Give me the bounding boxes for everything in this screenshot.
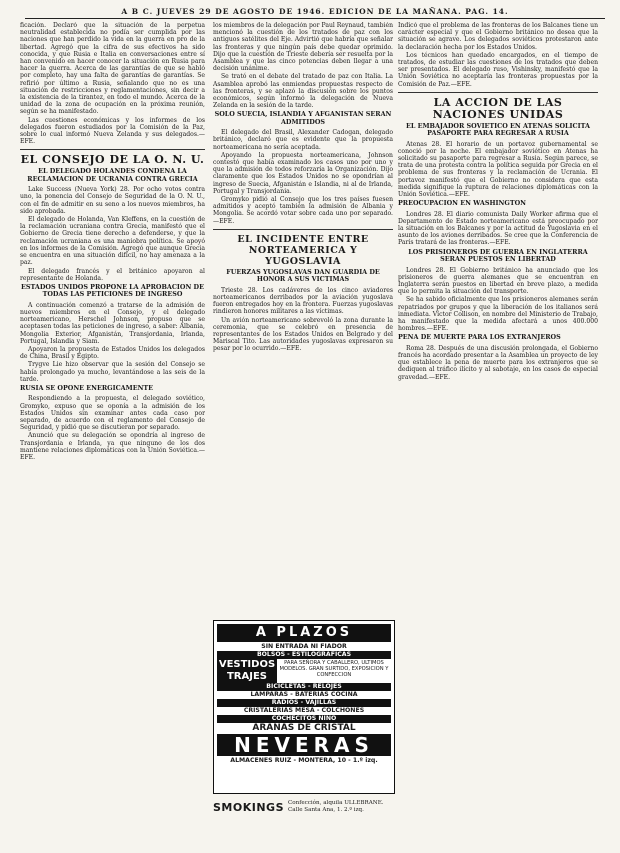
headline-incidente: EL INCIDENTE ENTRE NORTEAMERICA Y YUGOSLAVIA <box>237 233 369 267</box>
article-paragraph: Roma 28. Después de una discusión prolongada, el Gobierno francés ha acordado presentar a la Asamblea un proyecto de ley que establece la pena de muerte para los extranjeros que se dediquen al tráfico ilícito y al sabotaje, en los casos de especial gravedad.—EFE. <box>398 344 598 381</box>
article-paragraph: Londres 28. El Gobierno británico ha anunciado que los prisioneros de guerra alemanes que se encuentran en Inglaterra serán puestos en libertad en breve plazo, a medida que lo permita la situación del transporte. <box>398 266 598 296</box>
smokings-brand: SMOKINGS <box>213 800 284 814</box>
article-paragraph: Un avión norteamericano sobrevoló la zona durante la ceremonia, que se celebró en presencia de representantes de los Estados Unidos en Belgrado y del Mariscal Tito. Las autoridades yugoslavas expresaron su pesar por lo ocurrido.—EFE. <box>213 316 393 353</box>
article-paragraph: Trieste 28. Los cadáveres de los cinco aviadores norteamericanos derribados por la aviación yugoslava fueron entregados hoy en la frontera. Fuerzas yugoslavas rindieron honores militares a las víctimas. <box>213 286 393 316</box>
article-paragraph: Anunció que su delegación se opondría al ingreso de Transjordania e Irlanda, ya que ninguno de los dos mantiene relaciones diplomáticas con la Unión Soviética.—EFE. <box>20 432 205 461</box>
advertisement-a-plazos <box>213 620 395 794</box>
subheadline-pena-muerte: PENA DE MUERTE PARA LOS EXTRANJEROS <box>398 333 561 342</box>
article-paragraph: Se trató en el debate del tratado de paz con Italia. La Asamblea aprobó las enmiendas propuestas respecto de las fronteras, y se aplazó la discusión sobre los puntos económicos, según informó la delegación de Nueva Zelanda en la sesión de la tarde. <box>213 73 393 110</box>
divider <box>213 229 393 230</box>
article-paragraph: Trygve Lie hizo observar que la sesión del Consejo se había prolongado ya mucho, levantándose a las seis de la tarde. <box>20 361 205 383</box>
ad-line: SIN ENTRADA NI FIADOR <box>261 643 347 650</box>
article-paragraph: El delegado francés y el británico apoyaron al representante de Holanda. <box>20 267 205 282</box>
ad-banner: A PLAZOS <box>217 624 391 642</box>
advertisement-smokings <box>213 796 393 818</box>
subheadline-embajador: EL EMBAJADOR SOVIETICO EN ATENAS SOLICITA PASAPORTE PARA REGRESAR A RUSIA <box>406 121 590 138</box>
article-paragraph: Las cuestiones económicas y los informes de los delegados fueron estudiados por la Comisión de la Paz, sobre lo cual informó Nueva Zelanda y sus delegados.—EFE. <box>20 116 205 146</box>
column-1 <box>20 22 205 827</box>
article-paragraph: A continuación comenzó a tratarse de la admisión de nuevos miembros en el Consejo, y el delegado norteamericano, Herschel Johnson, propuso que se aceptasen todas las peticiones de ingreso, a saber: Albania, Mongolia Exterior, Afganistán, Transjordania, Irlanda, Portugal, Islandia y Siam. <box>20 301 205 345</box>
article-paragraph: Londres 28. El diario comunista Daily Worker afirma que el Departamento de Estado norteamericano está preocupado por la situación en los Balcanes y por la actitud de Yugoslavia en el asunto de los aviones derribados. Se cree que la Conferencia de París tratará de las fronteras.—EFE. <box>398 210 598 247</box>
ad-line: RADIOS - VAJILLAS <box>217 699 391 707</box>
smokings-desc: Confección, alquila ULLEBRANE. Calle Santa Ana, 1. 2.º izq. <box>288 800 384 813</box>
ad-line: CRISTALERIAS MESA - COLCHONES <box>243 707 365 714</box>
article-paragraph: ficación. Declaró que la situación de la perpetua neutralidad establecida no podía ser cumplida por las naciones que han perdido la vida en la guerra en pro de la libertad. Agregó que la cifra de sus efectivos ha sido conocida, y que Rusia e Italia en conversaciones entre sí han convenido en hacer conocer la situación en Rusia para hacer la guerra. Acerca de las garantías de que se habló por completo, hay una falta de garantías de garantías. Se refirió por último a Rusia, señalando que no es una situación de restricciones y reglamentaciones, sin decir a la existencia de la tirantez, en todo el mundo. Acerca de la unidad de la zona de ocupación en la próxima reunión, según se ha manifestado. <box>20 22 205 116</box>
article-paragraph: El delegado de Holanda, Van Kleffens, en la cuestión de la reclamación ucraniana contra Grecia, manifestó que el Gobierno de Grecia tiene derecho a defenderse, y que la reclamación ucraniana es una maniobra política. Se apoyó en los informes de la Comisión. Agregó que aunque Grecia se encuentra en una situación difícil, no hay amenaza a la paz. <box>20 216 205 267</box>
divider <box>398 92 598 93</box>
ad-footer: ALMACENES RUIZ - MONTERA, 10 - 1.º izq. <box>230 757 378 764</box>
ad-vestidos: VESTIDOS <box>218 659 276 670</box>
ad-aranas: ARAÑAS DE CRISTAL <box>252 723 356 733</box>
subheadline-holanda: EL DELEGADO HOLANDES CONDENA LA RECLAMACION DE UCRANIA CONTRA GRECIA <box>27 167 198 183</box>
headline-naciones-unidas: LA ACCION DE LAS NACIONES UNIDAS <box>432 95 564 121</box>
ad-line: BOLSOS - ESTILOGRAFICAS <box>217 651 391 659</box>
article-paragraph: Indicó que el problema de las fronteras de los Balcanes tiene un carácter especial y que el Gobierno británico no desea que la situación se agrave. Los delegados soviéticos protestaron ante la declaración hecha por los Estados Unidos. <box>398 22 598 51</box>
ad-line: LAMPARAS - BATERIAS COCINA <box>250 691 358 698</box>
subheadline-suecia: SOLO SUECIA, ISLANDIA Y AFGANISTAN SERAN ADMITIDOS <box>214 110 392 126</box>
subheadline-prisioneros: LOS PRISIONEROS DE GUERRA EN INGLATERRA SERAN PUESTOS EN LIBERTAD <box>408 247 588 264</box>
ad-trajes: TRAJES <box>226 671 267 682</box>
page-header: A B C. JUEVES 29 DE AGOSTO DE 1946. EDICION DE LA MAÑANA. PAG. 14. <box>25 6 605 19</box>
ad-line: COCHECITOS NIÑO <box>217 715 391 723</box>
article-paragraph: Los técnicos han quedado encargados, en el tiempo de tratados, de estudiar las cuestiones de los tratados que deben ser presentados. El delegado ruso, Vishinsky, manifestó que la Unión Soviética no aceptaría las fronteras propuestas por la Comisión de Paz.—EFE. <box>398 51 598 88</box>
article-paragraph: Respondiendo a la propuesta, el delegado soviético, Gromyko, expuso que se oponía a la admisión de los Estados Unidos sin examinar antes cada caso por separado, de acuerdo con el reglamento del Consejo de Seguridad, y pidió que se discutieran por separado. <box>20 395 205 432</box>
ad-clothing-desc: PARA SEÑORA Y CABALLERO, ULTIMOS MODELOS. GRAN SURTIDO, EXPOSICION Y CONFECCION <box>279 660 389 678</box>
subheadline-washington: PREOCUPACION EN WASHINGTON <box>398 199 526 208</box>
article-paragraph: Atenas 28. El horario de un portavoz gubernamental se conoció por la noche. El embajador soviético en Atenas ha solicitado su pasaporte para regresar a Rusia. Según parece, se trata de una protesta contra la política seguida por Grecia en el problema de sus fronteras y la reclamación de Ucrania. El portavoz manifestó que el Gobierno no considera que esta medida signifique la ruptura de relaciones diplomáticas con la Unión Soviética.—EFE. <box>398 140 598 199</box>
article-paragraph: El delegado del Brasil, Alexander Cadogan, delegado británico, declaró que es evidente que la propuesta norteamericana no sería aceptada. <box>213 129 393 151</box>
article-paragraph: los miembros de la delegación por Paul Reynaud, también mencionó la cuestión de los tratados de paz con los antiguos satélites del Eje. Advirtió que habría que señalar las fronteras y que ningún país debe quedar oprimido. Dijo que la cuestión de Trieste debería ser resuelta por la Asamblea y que las cinco potencias deben llegar a una decisión unánime. <box>213 22 393 73</box>
article-paragraph: Apoyando la propuesta norteamericana, Johnson contestó que había examinado los casos uno por uno y que la admisión de todos reforzaría la Organización. Dijo claramente que los Estados Unidos no se opondrían al ingreso de Suecia, Afganistán e Islandia, ni al de Irlanda, Portugal y Transjordania. <box>213 151 393 195</box>
article-paragraph: Apoyaron la propuesta de Estados Unidos los delegados de China, Brasil y Egipto. <box>20 345 205 361</box>
headline-consejo-onu: EL CONSEJO DE LA O. N. U. <box>20 153 205 167</box>
ad-line: BICICLETAS - RELOJES <box>217 683 391 691</box>
divider <box>20 149 205 150</box>
ad-clothing-labels <box>217 659 277 683</box>
article-paragraph: Lake Success (Nueva York) 28. Por ocho votos contra uno, la ponencia del Consejo de Seguridad de la O. N. U., con el fin de admitir en su seno a los nuevos miembros, ha sido aprobada. <box>20 186 205 215</box>
article-paragraph: Gromyko pidió al Consejo que los tres países fuesen admitidos y aceptó también la admisión de Albania y Mongolia. Se acordó votar sobre cada uno por separado.—EFE. <box>213 196 393 225</box>
ad-clothing-block <box>217 659 391 683</box>
subheadline-fuerzas-yugoslavas: FUERZAS YUGOSLAVAS DAN GUARDIA DE HONOR A SUS VICTIMAS <box>226 267 380 284</box>
ad-neveras: NEVERAS <box>217 734 391 756</box>
column-3 <box>398 22 598 827</box>
column-2 <box>213 22 393 617</box>
subheadline-estados-unidos: ESTADOS UNIDOS PROPONE LA APROBACION DE TODAS LAS PETICIONES DE INGRESO <box>21 282 204 299</box>
article-paragraph: Se ha sabido oficialmente que los prisioneros alemanes serán repatriados por grupos y que la liberación de los italianos será inmediata. Víctor Collison, en nombre del Ministerio de Trabajo, ha manifestado que la medida afectará a unos 400.000 hombres.—EFE. <box>398 296 598 333</box>
subheadline-rusia: RUSIA SE OPONE ENERGICAMENTE <box>20 383 154 392</box>
